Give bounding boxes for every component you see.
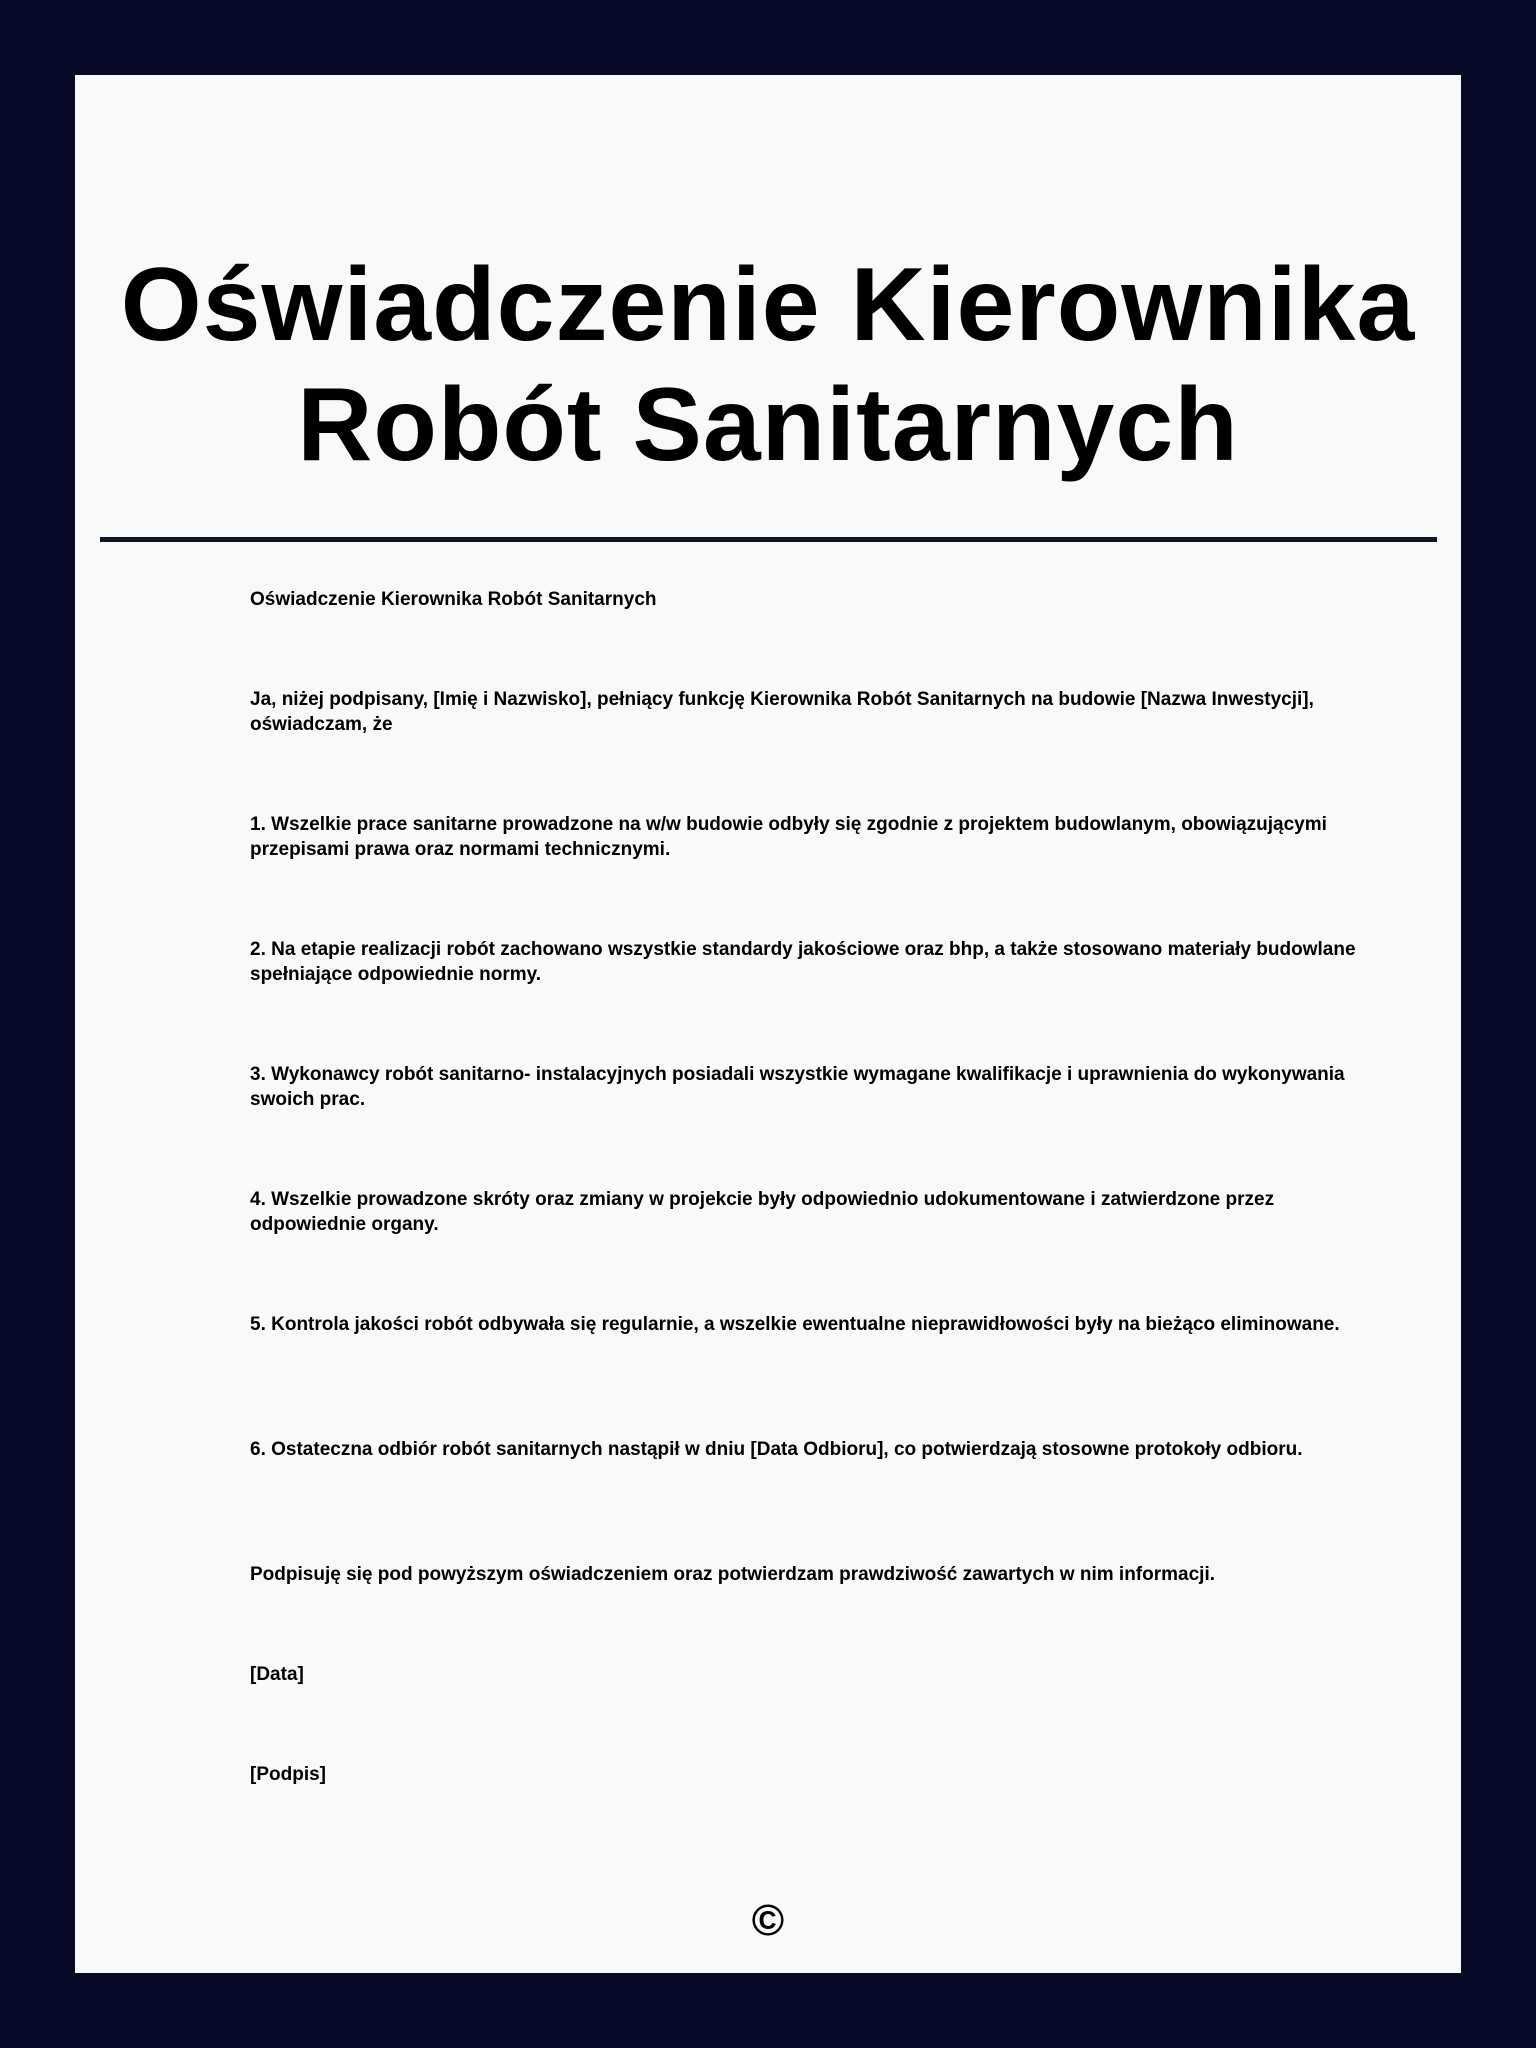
clause-4: 4. Wszelkie prowadzone skróty oraz zmiany w projekcie były odpowiednio udokumentowane i zatwierdzone przez odpowiednie organy. bbox=[250, 1189, 1275, 1235]
date-placeholder: [Data] bbox=[250, 1664, 304, 1685]
clause-6: 6. Ostateczna odbiór robót sanitarnych nastąpił w dniu [Data Odbioru], co potwierdzają stosowne protokoły odbioru. bbox=[250, 1439, 1303, 1460]
clause-1: 1. Wszelkie prace sanitarne prowadzone na w/w budowie odbyły się zgodnie z projektem budowlanym, obowiązującymi przepisami prawa oraz normami technicznymi. bbox=[250, 814, 1327, 860]
title-divider bbox=[100, 537, 1437, 542]
clause-3: 3. Wykonawcy robót sanitarno- instalacyjnych posiadali wszystkie wymagane kwalifikacje i uprawnienia do wykonywania swoich prac. bbox=[250, 1064, 1345, 1110]
copyright-icon: © bbox=[751, 1896, 785, 1945]
clause-2: 2. Na etapie realizacji robót zachowano wszystkie standardy jakościowe oraz bhp, a także stosowano materiały budowlane spełniające odpowiednie normy. bbox=[250, 939, 1356, 985]
clause-5: 5. Kontrola jakości robót odbywała się regularnie, a wszelkie ewentualne nieprawidłowości były na bieżąco eliminowane. bbox=[250, 1314, 1340, 1335]
confirmation-paragraph: Podpisuję się pod powyższym oświadczeniem oraz potwierdzam prawdziwość zawartych w nim informacji. bbox=[250, 1564, 1216, 1585]
document-page bbox=[75, 75, 1461, 1973]
body-heading: Oświadczenie Kierownika Robót Sanitarnych bbox=[250, 589, 657, 610]
intro-paragraph: Ja, niżej podpisany, [Imię i Nazwisko], pełniący funkcję Kierownika Robót Sanitarnych na budowie [Nazwa Inwestycji], oświadczam, że bbox=[250, 689, 1314, 735]
document-title: Oświadczenie Kierownika Robót Sanitarnych bbox=[120, 247, 1416, 483]
signature-placeholder: [Podpis] bbox=[250, 1764, 326, 1785]
